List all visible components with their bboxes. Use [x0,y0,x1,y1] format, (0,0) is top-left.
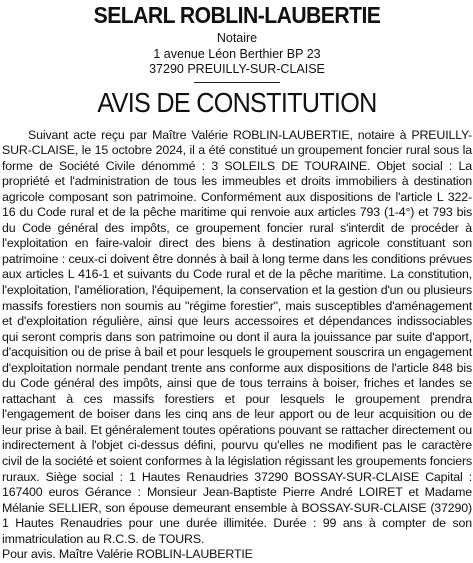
office-street: 1 avenue Léon Berthier BP 23 [153,46,321,61]
office-address [2,31,472,78]
office-city: 37290 PREUILLY-SUR-CLAISE [149,62,325,76]
firm-name: SELARL ROBLIN-LAUBERTIE [93,2,381,28]
notice-body-paragraph: Suivant acte reçu par Maître Valérie ROBLIN-LAUBERTIE, notaire à PREUILLY-SUR-CLAISE, le 15 octobre 2024, il a été constitué un groupement foncier rural sous la forme de Société Civile dénommé : 3 SOLEILS DE TOURAINE. Objet social : La propriété et l'administration de tous les immeubles et droits immobiliers à destination agricole composant son patrimoine. Conformément aux dispositions de l'article L 322-16 du Code rural et de la pêche maritime qui renvoie aux articles 793 (1-4°) et 793 bis du Code général des impôts, ce groupement foncier rural s'interdit de procéder à l'exploitation en faire-valoir direct des biens à destination agricole constituant son patrimoine : ceux-ci doivent être donnés à bail à long terme dans les conditions prévues aux articles L 416-1 et suivants du Code rural et de la pêche maritime. La constitution, l'exploitation, l'amélioration, l'équipement, la conservation et la gestion d'un ou plusieurs massifs forestiers non soumis au "régime forestier", mais susceptibles d'aménagement et d'exploitation régulière, ainsi que leurs accessoires et dépendances indissociables qui seront compris dans son patrimoine ou dont il aura la jouissance par suite d'apport, d'acquisition ou de prise à bail et pour lesquels le groupement souscrira un engagement d'exploitation normale pendant trente ans conforme aux dispositions de l'article 848 bis du Code général des impôts, ainsi que de tous terrains à boiser, friches et landes se rattachant à ces massifs forestiers et pour lesquels le groupement prendra l'engagement de boiser dans les cinq ans de leur apport ou de leur acquisition ou de leur prise à bail. Et généralement toutes opérations pouvant se rattacher directement ou indirectement à l'objet ci-dessus défini, pourvu qu'elles ne modifient pas le caractère civil de la société et soient conformes à la législation régissant les groupements fonciers ruraux. Siège social : 1 Hautes Renaudries 37290 BOSSAY-SUR-CLAISE Capital : 167400 euros Gérance : Monsieur Jean-Baptiste Pierre André LOIRET et Madame Mélanie SELLIER, son épouse demeurant ensemble à BOSSAY-SUR-CLAISE (37290) 1 Hautes Renaudries pour une durée illimitée. Durée : 99 ans à compter de son immatriculation au R.C.S. de TOURS. [2,127,472,546]
notice-body [2,128,472,548]
separator-rule [194,82,280,83]
office-role: Notaire [216,31,258,45]
notice-signoff: Pour avis. Maître Valérie ROBLIN-LAUBERTIE [2,547,253,562]
notice-title: AVIS DE CONSTITUTION [97,86,377,118]
